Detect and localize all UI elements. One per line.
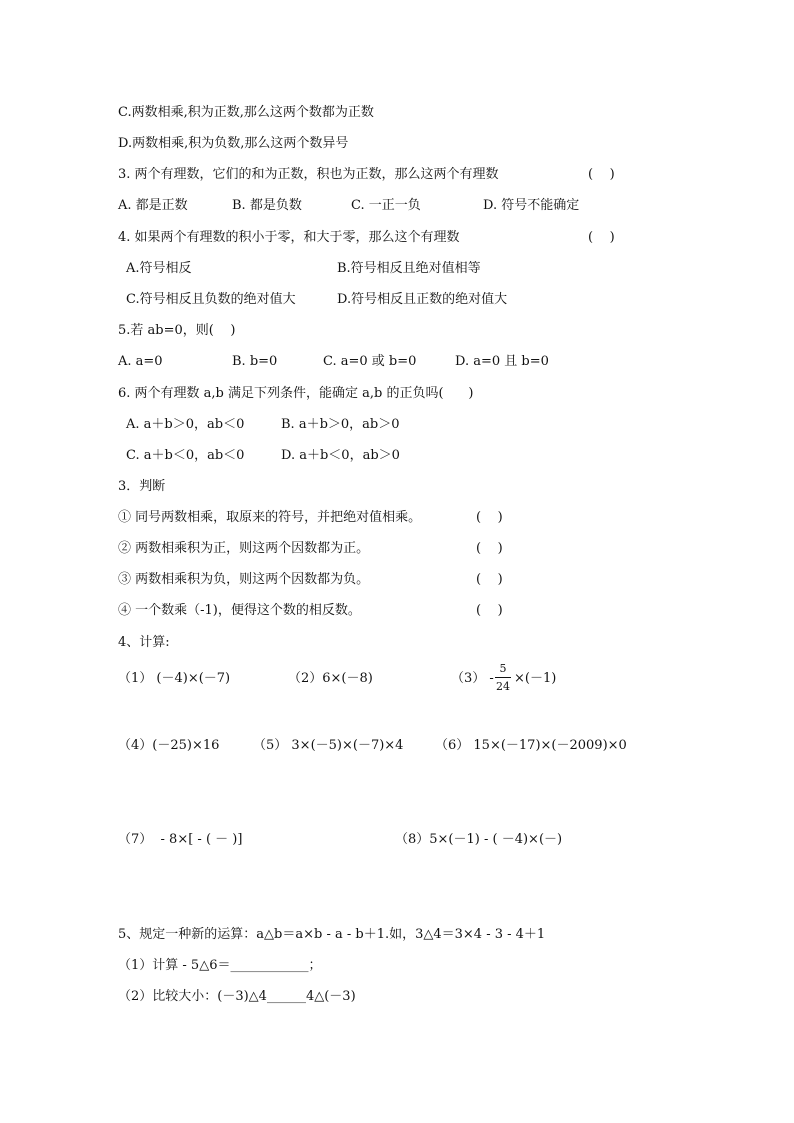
- fraction-numerator: 5: [499, 662, 507, 675]
- q3-option-a: A. 都是正数: [118, 198, 188, 213]
- judge-item-1: ① 同号两数相乘，取原来的符号，并把绝对值相乘。: [118, 510, 422, 525]
- calc-item-3-prefix: （3） -: [451, 671, 494, 686]
- calc-item-1: （1） (－4)×(－7): [118, 671, 231, 686]
- q4-option-c: C.符号相反且负数的绝对值大: [126, 292, 296, 307]
- judge-section-title: 3．判断: [118, 479, 166, 494]
- q5-option-c: C. a=0 或 b=0: [323, 354, 417, 369]
- answer-paren: ( ): [476, 572, 503, 587]
- answer-paren: ( ): [476, 603, 503, 618]
- answer-paren: ( ): [588, 167, 615, 182]
- calc-section-title: 4、计算:: [118, 635, 170, 650]
- q6-option-c: C. a＋b＜0，ab＜0: [126, 448, 245, 463]
- new-operation-part-2: （2）比较大小：(－3)△4______4△(－3): [118, 989, 356, 1004]
- q3-option-b: B. 都是负数: [232, 198, 302, 213]
- q5-option-b: B. b=0: [232, 354, 278, 369]
- judge-item-3: ③ 两数相乘积为负，则这两个因数都为负。: [118, 572, 370, 587]
- calc-item-4: （4）(－25)×16: [118, 738, 220, 753]
- calc-item-2: （2）6×(－8): [288, 671, 373, 686]
- fraction-bar: [495, 677, 511, 678]
- answer-paren: ( ): [588, 230, 615, 245]
- q3-option-d: D. 符号不能确定: [483, 198, 580, 213]
- q4-option-b: B.符号相反且绝对值相等: [337, 261, 481, 276]
- question-4: 4. 如果两个有理数的积小于零，和大于零，那么这个有理数: [118, 230, 460, 245]
- q4-option-a: A.符号相反: [126, 261, 192, 276]
- question-5: 5.若 ab=0，则( ): [118, 323, 236, 338]
- new-operation-definition: 5、规定一种新的运算：a△b＝a×b - a - b＋1.如，3△4＝3×4 - 3 - 4＋1: [118, 927, 546, 942]
- judge-item-4: ④ 一个数乘（-1)，便得这个数的相反数。: [118, 603, 361, 618]
- fraction-denominator: 24: [496, 680, 510, 693]
- q6-option-d: D. a＋b＜0，ab＞0: [281, 448, 400, 463]
- new-operation-part-1: （1）计算 - 5△6＝____________；: [118, 958, 322, 973]
- q4-option-d: D.符号相反且正数的绝对值大: [337, 292, 508, 307]
- question-6: 6. 两个有理数 a,b 满足下列条件，能确定 a,b 的正负吗( ): [118, 386, 474, 401]
- q3-option-c: C. 一正一负: [351, 198, 421, 213]
- calc-item-7: （7） - 8×[ - ( － )]: [118, 832, 243, 847]
- calc-item-3-suffix: ×(－1): [514, 671, 557, 686]
- question-3: 3. 两个有理数，它们的和为正数，积也为正数，那么这两个有理数: [118, 167, 499, 182]
- q5-option-d: D. a=0 且 b=0: [455, 354, 549, 369]
- q6-option-b: B. a＋b＞0，ab＞0: [281, 417, 400, 432]
- option-c-line: C.两数相乘,积为正数,那么这两个数都为正数: [118, 105, 374, 120]
- q6-option-a: A. a＋b＞0，ab＜0: [126, 417, 245, 432]
- answer-paren: ( ): [476, 510, 503, 525]
- option-d-line: D.两数相乘,积为负数,那么这两个数异号: [118, 136, 349, 151]
- q5-option-a: A. a=0: [118, 354, 163, 369]
- calc-item-6: （6） 15×(－17)×(－2009)×0: [435, 738, 627, 753]
- calc-item-8: （8）5×(－1) - ( －4)×(－): [395, 832, 563, 847]
- calc-item-5: （5） 3×(－5)×(－7)×4: [253, 738, 404, 753]
- judge-item-2: ② 两数相乘积为正，则这两个因数都为正。: [118, 541, 370, 556]
- answer-paren: ( ): [476, 541, 503, 556]
